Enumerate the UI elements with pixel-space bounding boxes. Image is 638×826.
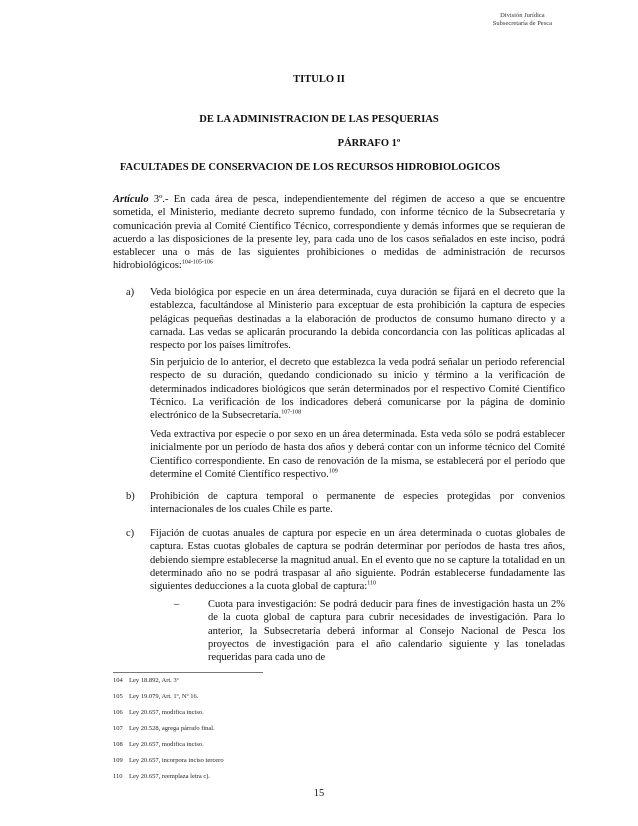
footnote-number: 105	[113, 693, 123, 700]
article-3-paragraph	[113, 193, 565, 273]
footnote-number: 104	[113, 677, 123, 684]
item-a-label: a)	[126, 287, 135, 298]
item-a-paragraph-3	[150, 428, 565, 481]
footnote-109	[113, 757, 224, 765]
footnote-text: Ley 19.079, Art. 1º, Nº 16.	[129, 693, 199, 700]
item-c-subitem-text: Cuota para investigación: Se podrá deducir para fines de investigación hasta un 2% de la cuota global de captura para cubrir necesidades de investigación. Para lo anterior, la Subsecretaría deberá informar al Consejo Nacional de Pesca los proyectos de investigación para el año calendario siguiente y las toneladas requeridas para cada uno de	[208, 599, 565, 664]
item-a-text: Veda biológica por especie en un área determinada, cuya duración se fijará en el decreto que la establezca, facultándose al Ministerio para exceptuar de esta prohibición la captura de especies pelágicas pequeñas destinadas a la elaboración de productos de consumo humano directo y a carnada. Las vedas se aplicarán procurando la debida concordancia con las políticas aplicadas al respecto por los países limítrofes.	[150, 287, 565, 352]
titulo-heading: TITULO II	[293, 74, 345, 85]
footnote-108	[113, 741, 204, 749]
item-c-label: c)	[126, 528, 135, 539]
item-c-refs: 110	[367, 580, 376, 587]
footnote-105	[113, 693, 198, 701]
administracion-heading: DE LA ADMINISTRACION DE LAS PESQUERIAS	[199, 114, 439, 125]
article-label: Artículo	[113, 194, 149, 205]
footnote-text: Ley 20.528, agrega párrafo final.	[129, 725, 215, 732]
item-c-text	[150, 527, 565, 593]
footnote-110	[113, 773, 210, 781]
item-c-body: Fijación de cuotas anuales de captura por especie en un área determinada o cuotas globales de captura. Estas cuotas globales de captura se podrán determinar por períodos de hasta tres años, debiendo siempre establecerse la magnitud anual. En el evento que no se capture la totalidad en un determinado año no se podrá traspasar al año siguiente. Podrán establecerse fundadamente las siguientes deducciones a la cuota global de captura:	[150, 528, 565, 593]
footnote-number: 110	[113, 773, 123, 780]
footnote-divider	[113, 672, 263, 673]
footnote-text: Ley 20.657, incorpora inciso tercero	[129, 757, 224, 764]
item-a-paragraph-2	[150, 356, 565, 422]
footnote-106	[113, 709, 204, 717]
item-b	[126, 490, 565, 517]
page-header	[493, 12, 552, 28]
footnote-text: Ley 20.657, reemplaza letra c).	[129, 773, 211, 780]
item-b-label: b)	[126, 491, 135, 502]
item-a	[126, 286, 565, 352]
footnote-number: 109	[113, 757, 123, 764]
footnote-number: 107	[113, 725, 123, 732]
item-a-p3-refs: 109	[328, 468, 338, 475]
footnote-text: Ley 20.657, modifica inciso.	[129, 709, 204, 716]
footnote-text: Ley 20.657, modifica inciso.	[129, 741, 204, 748]
facultades-heading: FACULTADES DE CONSERVACION DE LOS RECURSOS HIDROBIOLOGICOS	[119, 162, 501, 173]
parrafo-heading: PÁRRAFO 1º	[337, 138, 401, 149]
item-c	[126, 527, 565, 593]
item-a-p2-text: Sin perjuicio de lo anterior, el decreto que establezca la veda podrá señalar un periodo referencial respecto de su duración, quedando condicionado su inicio y término a la verificación de determinados indicadores biológicos que serán determinados por el respectivo Comité Científico Técnico. La verificación de los indicadores deberá comunicarse por la página de dominio electrónico de la Subsecretaría.	[150, 357, 565, 422]
footnote-text: Ley 18.892, Art. 3º	[129, 677, 179, 684]
dash-bullet: –	[174, 599, 180, 610]
footnote-number: 106	[113, 709, 123, 716]
item-c-subitem	[174, 598, 565, 664]
item-a-p2-refs: 107-108	[281, 409, 302, 416]
article-footnote-refs: 104-105-106	[181, 259, 213, 266]
article-text: 3º.- En cada área de pesca, independientemente del régimen de acceso a que se encuentre sometida, el Ministerio, mediante decreto supremo fundado, con informe técnico de la Subsecretaría y comunicación previa al Comité Científico Técnico, correspondiente y demás informes que se requieran de acuerdo a las disposiciones de la presente ley, para cada uno de los casos señalados en este inciso, podrá establecer una o más de las siguientes prohibiciones o medidas de administración de recursos hidrobiológicos:	[113, 194, 565, 272]
item-a-p3-text: Veda extractiva por especie o por sexo en un área determinada. Esta veda sólo se podrá establecer inicialmente por un período de hasta dos años y deberá contar con un informe técnico del Comité Científico correspondiente. En caso de renovación de la misma, se establecerá por el período que determine el Comité Científico respectivo.	[150, 429, 565, 480]
header-subsecretaria: Subsecretaría de Pesca	[492, 20, 552, 27]
item-b-text: Prohibición de captura temporal o permanente de especies protegidas por convenios internacionales de los cuales Chile es parte.	[150, 491, 565, 516]
header-division: División Jurídica	[500, 12, 545, 19]
footnote-number: 108	[113, 741, 123, 748]
footnote-104	[113, 677, 179, 685]
page-number: 15	[313, 788, 325, 799]
footnote-107	[113, 725, 215, 733]
